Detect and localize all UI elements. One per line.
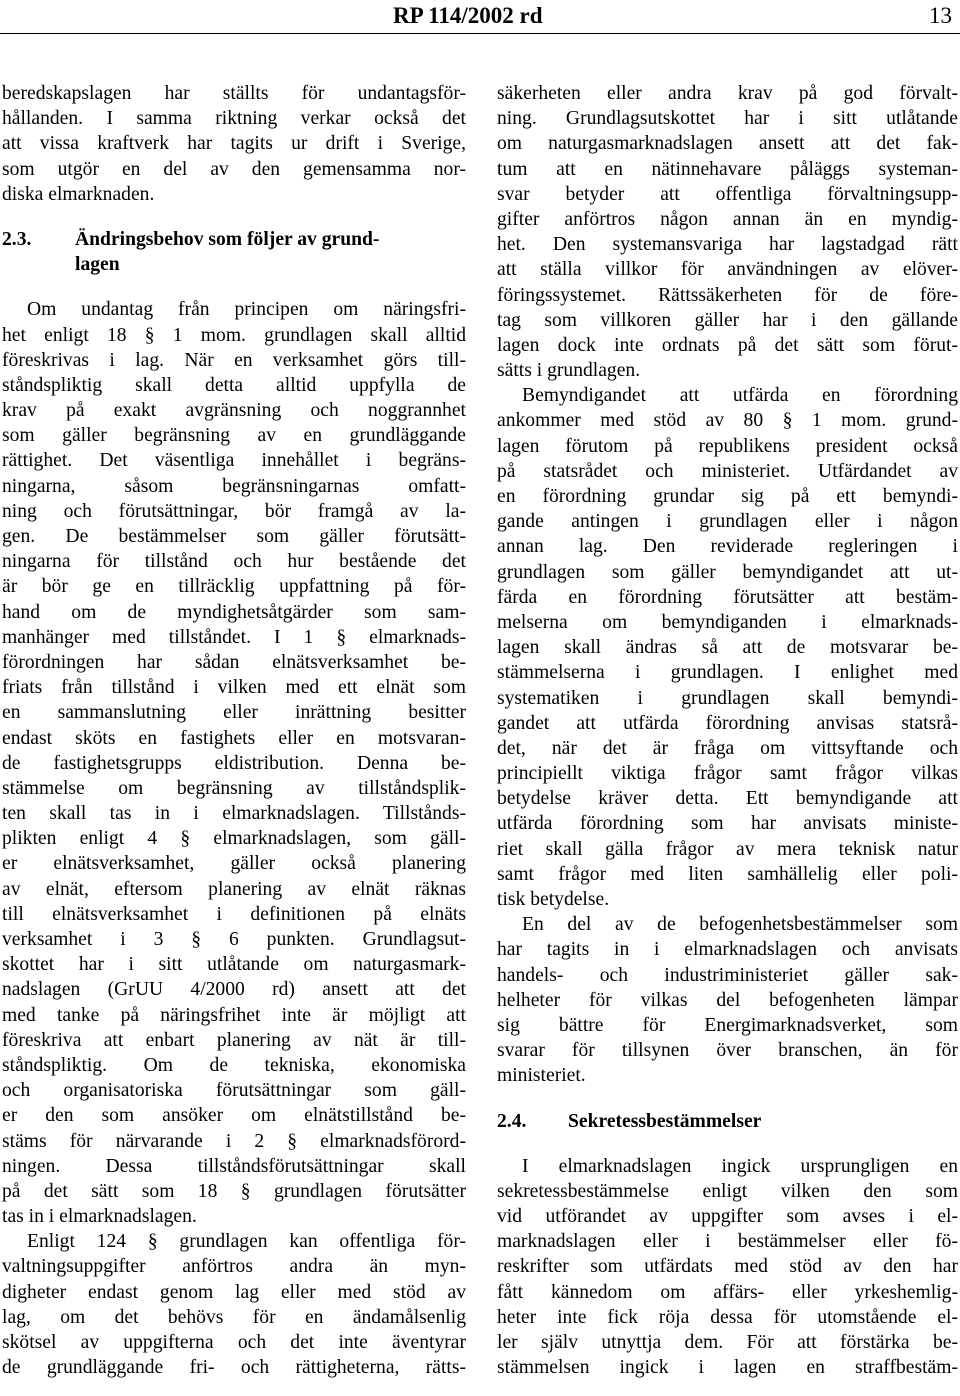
text-line: gen. De bestämmelser som gäller förutsätt- [2,526,466,547]
text-line: som gäller begränsning av en grundläggande [2,425,466,447]
text-line: valtningsuppgifter anförtros andra än myn- [2,1256,466,1278]
text-line: säkerheten eller andra krav på god förvalt- [497,83,958,104]
text-line: gifter anförtros någon annan än en myndig- [497,208,958,230]
text-line: digheter endast genom lag eller med stöd av [2,1281,466,1303]
section-number: 2.3. [2,228,32,250]
text-line: de fastighetsgrupps eldistribution. Denna be- [2,752,466,774]
text-line: tas in i elmarknadslagen. [2,1206,197,1228]
section-title: Sekretessbestämmelser [568,1110,762,1132]
text-line: sätts i grundlagen. [497,360,641,382]
text-line: I elmarknadslagen ingick ursprungligen en [522,1155,958,1177]
text-line: endast sköts en fastighets eller en motsvaran- [2,727,466,749]
text-line: med tanke på näringsfrihet inte är möjligt att [2,1004,466,1026]
text-line: ningarna, såsom begränsningarnas omfatt- [2,475,466,497]
text-line: utfärda förordning som har anvisats ministe- [497,813,958,835]
text-line: samt frågor med liten samhällelig eller poli- [497,863,958,885]
text-line: lag, om det behövs för en ändamålsenlig [2,1306,466,1328]
text-line: förordningen har sådan elnätsverksamhet be- [2,651,466,673]
text-line: Bemyndigandet att utfärda en förordning [522,385,958,407]
text-line: hand om de myndighetsåtgärder som sam- [2,601,466,623]
text-line: rättighet. Det väsentliga innehållet i begräns- [2,450,466,472]
text-line: ler själv utnyttja dem. För att förstärka be- [497,1332,958,1353]
text-line: Enligt 124 § grundlagen kan offentliga för- [27,1231,466,1253]
text-line: ning och förutsättningar, bör framgå av la- [2,500,466,522]
text-line: en förordning grundar sig på ett bemyndi- [497,486,958,507]
text-line: helheter för vilkas del befogenheten lämpar [497,989,958,1011]
text-line: ning. Grundlagsutskottet har i sitt utlåtande [497,108,958,130]
text-line: principiellt viktiga frågor samt frågor vilkas [497,763,958,785]
text-line: är bör ge en tillräcklig uppfattning på för- [2,576,466,598]
text-line: färda en förordning förutsätter att bestäm- [497,586,958,608]
section-heading-2-3-cont [2,252,466,277]
text-line: ten skall tas in i elmarknadslagen. Tillstånds- [2,803,466,825]
section-title-line-2: lagen [75,254,120,276]
text-line: lagen skall ändras så att de motsvarar be- [497,637,958,659]
text-line: verksamhet i 3 § 6 punkten. Grundlagsut- [2,929,466,950]
document-id: RP 114/2002 rd [393,3,543,28]
text-line: hållanden. I samma riktning verkar också det [2,108,466,130]
text-line: som utgör en del av den gemensamma nor- [2,158,466,180]
text-line: nadslagen (GrUU 4/2000 rd) ansett att det [2,979,466,1001]
left-intro-paragraph [2,81,466,207]
text-line: svar betyder att offentliga förvaltningsupp- [497,183,958,205]
text-line: sig bättre för Energimarknadsverket, som [497,1014,958,1036]
right-body-text [497,81,958,1089]
text-line: krav på exakt avgränsning och noggrannhet [2,400,466,422]
left-column [2,81,466,1380]
text-line: om naturgasmarknadslagen ansett att det fak- [497,133,958,155]
text-line: på det sätt som 18 § grundlagen förutsätter [2,1180,466,1202]
text-line: diska elmarknaden. [2,183,155,205]
page-number: 13 [929,3,952,28]
text-line: föringssystemet. Rättssäkerheten för de före- [497,284,958,306]
text-line: de grundläggande fri- och rättigheterna, rätts- [2,1357,466,1379]
text-line: att ställa villkor för användningen av elöver- [497,259,958,281]
text-line: ankommer med stöd av 80 § 1 mom. grund- [497,410,958,432]
text-line: marknadslagen eller i bestämmelser eller fö- [497,1231,958,1253]
text-line: Om undantag från principen om näringsfri- [27,299,466,321]
text-line: stämmelserna i grundlagen. I enlighet med [497,662,958,684]
header-rule [0,33,960,34]
text-line: ministeriet. [497,1065,586,1087]
text-line: tisk betydelse. [497,889,610,910]
text-line: het. Den systemansvariga har lagstadgad rätt [497,234,958,256]
text-line: vid utförandet av uppgifter som avses i el- [497,1206,958,1228]
text-line: En del av de befogenhetsbestämmelser som [522,914,958,936]
text-line: tag som villkoren gäller har i den gällande [497,309,958,331]
left-body-text [2,297,466,1380]
text-line: lagen dock inte ordnats på det sätt som förut- [497,334,958,356]
text-line: föreskrivas i lag. När en verksamhet görs till- [2,349,466,371]
text-line: på statsrådet och ministeriet. Utfärdandet av [497,460,958,482]
text-line: plikten enligt 4 § elmarknadslagen, som gäll- [2,828,466,850]
section-number: 2.4. [497,1110,527,1132]
text-line: fått kännedom om affärs- eller yrkeshemlig- [497,1281,958,1303]
text-line: till elnätsverksamhet i definitionen på elnäts [2,903,466,925]
text-line: grundlagen som gäller bemyndigandet att ut- [497,561,958,583]
text-line: handels- och industriministeriet gäller sak- [497,964,958,986]
text-line: skottet har i sitt utlåtande om naturgasmark- [2,954,466,976]
text-line: stämmelsen ingick i lagen en straffbestäm- [497,1357,958,1379]
right-body-text-2 [497,1154,958,1381]
right-column [497,81,958,1380]
page-header [0,0,960,40]
text-line: ningarna för tillstånd och hur bestående det [2,551,466,573]
text-line: tum att en nätinnehavare påläggs systeman- [497,158,958,180]
text-line: systematiken i grundlagen skall bemyndi- [497,687,958,709]
text-line: av elnät, eftersom planering av elnät räknas [2,878,466,900]
text-line: skötsel av uppgifterna och det inte äventyrar [2,1332,466,1353]
text-line: reskrifter som utfärdats med stöd av den har [497,1256,958,1278]
text-line: manhänger med tillståndet. I 1 § elmarknads- [2,626,466,648]
section-title-line-1: Ändringsbehov som följer av grund- [75,228,380,250]
text-line: het enligt 18 § 1 mom. grundlagen skall alltid [2,324,466,346]
text-line: heter inte fick röja dessa för utomstående el- [497,1306,958,1328]
text-line: sekretessbestämmelse enligt vilken den som [497,1180,958,1202]
text-line: betydelse kräver detta. Ett bemyndigande att [497,788,958,810]
text-line: att vissa kraftverk har tagits ur drift i Sverige, [2,133,466,155]
text-line: ståndspliktig. Om de tekniska, ekonomiska [2,1054,466,1076]
text-line: stäms för närvarande i 2 § elmarknadsförord- [2,1130,466,1152]
text-line: beredskapslagen har ställts för undantagsför- [2,83,466,104]
text-line: och organisatoriska förutsättningar som gäll- [2,1080,466,1102]
section-heading-2-3 [2,227,466,252]
text-line: föreskriva att enbart planering av nät är till- [2,1029,466,1051]
text-line: annan lag. Den reviderade regleringen i [497,536,958,558]
text-line: det, när det är fråga om vittsyftande och [497,737,958,759]
text-line: melserna om bemyndiganden i elmarknads- [497,611,958,633]
text-line: har tagits in i elmarknadslagen och anvisats [497,939,958,961]
text-line: ståndspliktig skall detta alltid uppfylla de [2,374,466,396]
text-line: stämmelse om begränsning av tillståndsplik- [2,777,466,799]
text-line: ningen. Dessa tillståndsförutsättningar skall [2,1155,466,1177]
text-line: gandet att utfärda förordning anvisas statsrå- [497,712,958,734]
text-line: friats från tillstånd i vilken med ett elnät som [2,677,466,699]
text-line: er den som ansöker om elnätstillstånd be- [2,1105,466,1127]
text-line: svarar för tillsynen över branschen, än för [497,1040,958,1062]
text-line: gande antingen i grundlagen eller i någon [497,511,958,533]
section-heading-2-4 [497,1109,958,1134]
text-line: lagen förutom på republikens president också [497,435,958,457]
text-line: en sammanslutning eller inrättning besitter [2,702,466,724]
text-line: riet skall gälla frågor av mera teknisk natur [497,838,958,860]
text-line: er elnätsverksamhet, gäller också planering [2,853,466,875]
